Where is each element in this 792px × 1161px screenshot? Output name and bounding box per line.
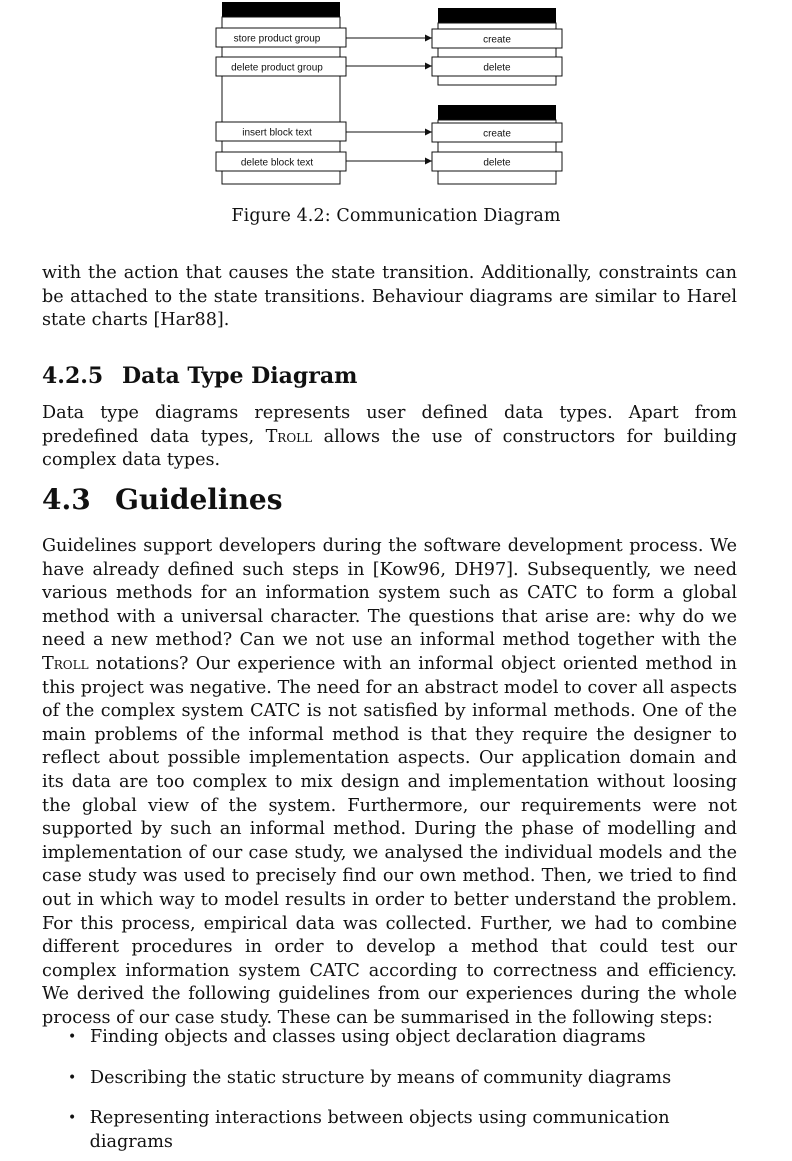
event-label: create — [483, 128, 511, 140]
bullet-icon: • — [68, 1110, 77, 1126]
list-item-text: Finding objects and classes using object declaration diagrams — [90, 1027, 646, 1047]
action-label: insert block text — [242, 127, 312, 139]
paragraph-text: allows the use of constructors for building complex data types. — [42, 426, 737, 471]
action-label: store product group — [233, 33, 321, 45]
right-object-header — [438, 8, 556, 23]
right-object-header — [438, 105, 556, 120]
bullet-icon: • — [68, 1069, 77, 1086]
list-item — [68, 1066, 748, 1107]
action-label: delete block text — [240, 157, 314, 169]
action-label: delete product group — [231, 62, 323, 74]
bullet-icon: • — [68, 1029, 77, 1045]
event-label: create — [483, 34, 511, 46]
paragraph-state-transitions — [42, 262, 737, 333]
paragraph-text: Guidelines support developers during the software development process. We have already defined such steps in [Kow96, DH97]. Subsequently, we need various methods for an information system such as CATC to form a global method with a universal character. The questions that arise are: why do we need a new method? Can we not use an informal method together with the — [42, 536, 737, 651]
event-label: delete — [483, 62, 511, 74]
subsection-heading — [42, 363, 357, 389]
communication-diagram — [0, 0, 792, 192]
subsection-number: 4.2.5 — [42, 363, 104, 389]
paragraph-text: with the action that causes the state transition. Additionally, constraints can be attached to the state transitions. Behaviour diagrams are similar to Harel state charts [Har88]. — [42, 263, 737, 331]
guideline-steps-list — [68, 1025, 748, 1152]
troll-name: Troll — [42, 653, 89, 674]
troll-name: Troll — [265, 426, 313, 447]
subsection-title: Data Type Diagram — [122, 363, 358, 389]
list-item — [68, 1025, 748, 1066]
paragraph-text: notations? Our experience with an informal object oriented method in this project was negative. The need for an abstract model to cover all aspects of the complex system CATC is not satisfied by informal methods. One of the main problems of the informal method is that they require the designer to reflect about possible implementation aspects. Our application domain and its data are too complex to mix design and implementation without loosing the global view of the system. Furthermore, our requirements were not supported by such an informal method. During the phase of modelling and implementation of our case study, we analysed the individual models and the case study was used to precisely find our own method. Then, we tried to find out in which way to model results in order to better understand the problem. For this process, empirical data was collected. Further, we had to combine different procedures in order to develop a method that could test our complex information system CATC according to correctness and efficiency. We derived the following guidelines from our experiences during the whole process of our case study. These can be summarised in the following steps: — [42, 653, 737, 1028]
event-label: delete — [483, 157, 511, 169]
figure-caption: Figure 4.2: Communication Diagram — [231, 206, 561, 226]
paragraph-data-type — [42, 402, 737, 473]
left-object-header — [222, 2, 340, 17]
list-item-text: Describing the static structure by means of community diagrams — [90, 1067, 672, 1088]
left-object — [216, 2, 346, 184]
right-object-block-text — [432, 105, 562, 184]
paragraph-text: Data type diagrams represents user defined data types. Apart from predefined data types, — [42, 403, 737, 447]
section-title: Guidelines — [115, 483, 283, 516]
list-item — [68, 1106, 748, 1152]
section-heading — [42, 483, 283, 516]
section-number: 4.3 — [42, 483, 91, 516]
right-object-product-group — [432, 8, 562, 85]
paragraph-guidelines — [42, 535, 737, 1030]
list-item-text: Representing interactions between objects using communication diagrams — [89, 1108, 670, 1152]
